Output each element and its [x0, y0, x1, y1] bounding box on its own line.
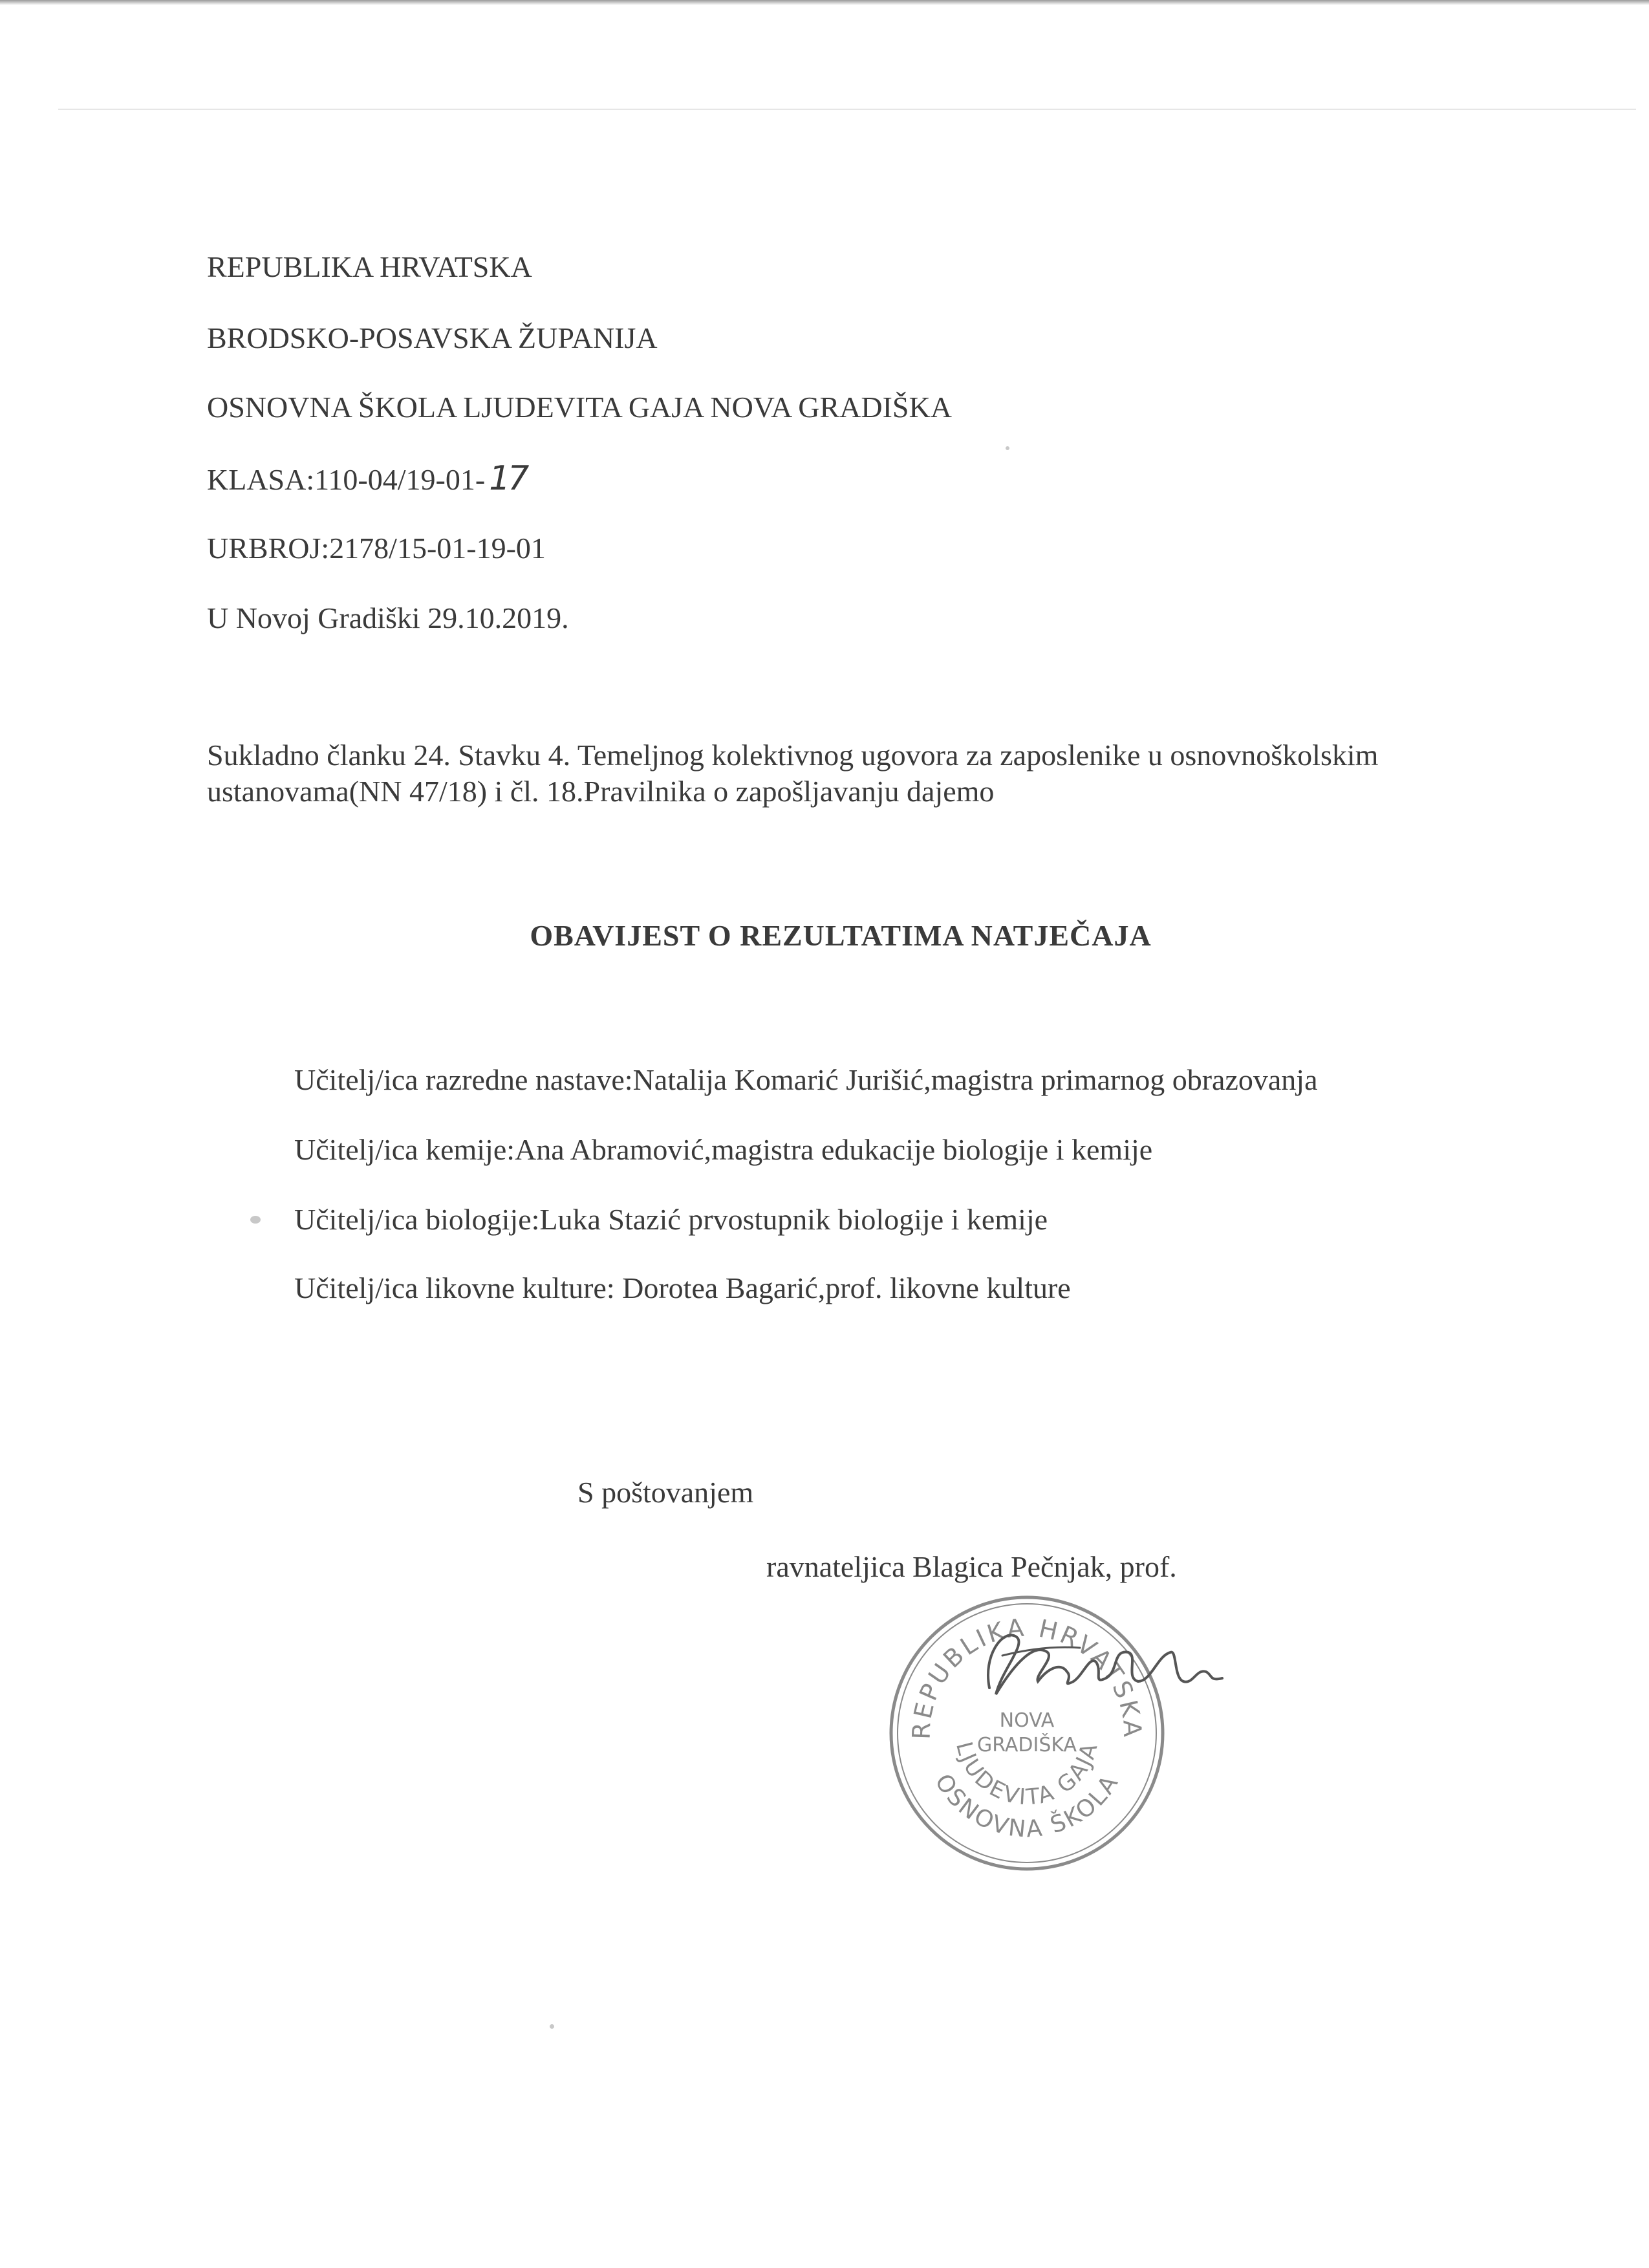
- scan-speck: [250, 1216, 261, 1224]
- result-item: Učitelj/ica kemije:Ana Abramović,magistra edukacije biologije i kemije: [294, 1133, 1153, 1166]
- header-county: BRODSKO-POSAVSKA ŽUPANIJA: [207, 321, 658, 354]
- handwritten-signature: [976, 1617, 1235, 1714]
- scan-edge-shadow: [0, 0, 1649, 5]
- header-urbroj: URBROJ:2178/15-01-19-01: [207, 532, 546, 565]
- stamp-outer-text: REPUBLIKA HRVATSKA: [907, 1613, 1147, 1740]
- scan-speck: [550, 2024, 554, 2029]
- closing-greeting: S poštovanjem: [577, 1476, 754, 1509]
- intro-line-1: Sukladno članku 24. Stavku 4. Temeljnog kolektivnog ugovora za zaposlenike u osnovnoškolskim: [207, 739, 1379, 772]
- header-country: REPUBLIKA HRVATSKA: [207, 250, 532, 283]
- signer-name: ravnateljica Blagica Pečnjak, prof.: [766, 1550, 1177, 1583]
- stamp-center-line-2: GRADIŠKA: [976, 1734, 1077, 1756]
- stamp-lower-text: LJUDEVITA GAJA: [951, 1738, 1104, 1811]
- result-item: Učitelj/ica likovne kulture: Dorotea Bagarić,prof. likovne kulture: [294, 1271, 1071, 1304]
- intro-paragraph: [207, 737, 1474, 810]
- klasa-handwritten-number: 17: [489, 459, 527, 498]
- header-school: OSNOVNA ŠKOLA LJUDEVITA GAJA NOVA GRADIŠKA: [207, 391, 952, 424]
- result-item: Učitelj/ica biologije:Luka Stazić prvostupnik biologije i kemije: [294, 1203, 1048, 1236]
- intro-line-2: ustanovama(NN 47/18) i čl. 18.Pravilnika o zapošljavanju dajemo: [207, 775, 995, 808]
- scan-speck: [1006, 446, 1009, 450]
- klasa-label: KLASA:110-04/19-01-: [207, 463, 486, 496]
- document-title: OBAVIJEST O REZULTATIMA NATJEČAJA: [530, 919, 1152, 952]
- stamp-bottom-text: OSNOVNA ŠKOLA: [929, 1769, 1125, 1843]
- scan-fold-line: [58, 109, 1636, 110]
- result-item: Učitelj/ica razredne nastave:Natalija Komarić Jurišić,magistra primarnog obrazovanja: [294, 1063, 1318, 1096]
- stamp-center-line-1: NOVA: [999, 1709, 1055, 1732]
- header-place-date: U Novoj Gradiški 29.10.2019.: [207, 601, 569, 634]
- header-klasa: [207, 460, 526, 498]
